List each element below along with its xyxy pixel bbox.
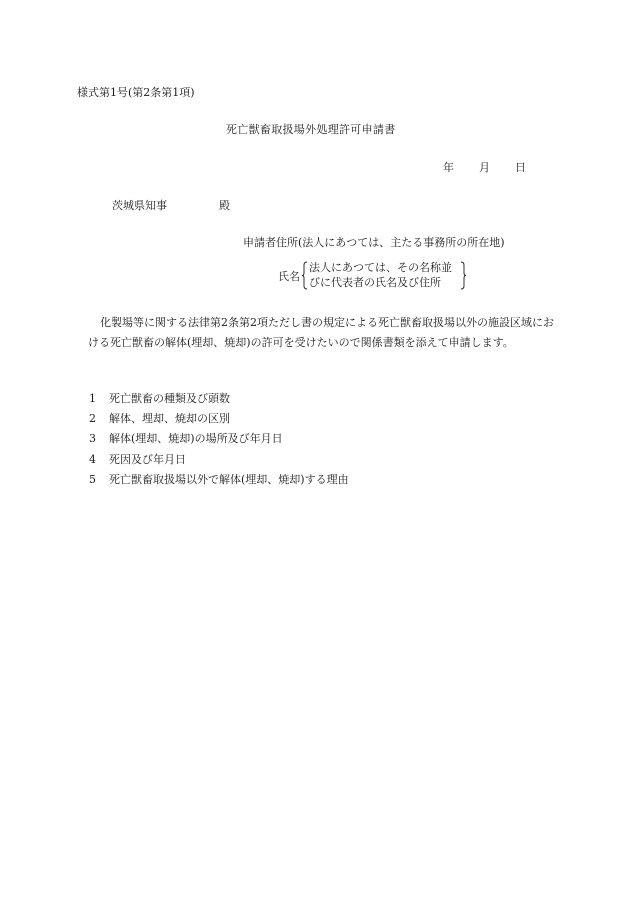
name-note-line-1: 法人にあつては、その名称並 [309,261,452,274]
list-item [89,409,349,429]
name-note-bracket [302,261,466,290]
addressee-honorific: 殿 [219,199,230,212]
date-month-label: 月 [479,161,490,174]
application-body-text: 化製場等に関する法律第2条第2項ただし書の規定による死亡獣畜取扱場以外の施設区域における死亡獣畜の解体(埋却、焼却)の許可を受けたいので関係書類を添えて申請します。 [88,316,554,349]
item-text: 死亡獣畜取扱場以外で解体(埋却、焼却)する理由 [109,472,349,486]
addressee-governor: 茨城県知事 [112,199,167,212]
item-text: 解体、埋却、焼却の区別 [109,412,230,426]
item-number: 4 [89,452,96,466]
item-number: 3 [89,432,96,446]
item-number: 5 [89,472,96,486]
item-text: 死亡獣畜の種類及び頭数 [109,392,230,405]
item-number: 2 [89,412,96,426]
list-item [89,470,349,490]
form-number: 様式第1号(第2条第1項) [77,86,195,99]
item-text: 死因及び年月日 [109,452,186,466]
date-line [443,161,526,175]
list-item [89,429,349,449]
item-list [89,389,349,490]
addressee [112,199,230,213]
list-item [89,389,349,409]
date-day-label: 日 [515,161,526,174]
date-year-label: 年 [443,161,454,174]
applicant-address-label: 申請者住所(法人にあつては、主たる事務所の所在地) [243,236,505,249]
item-text: 解体(埋却、焼却)の場所及び年月日 [109,432,283,446]
item-number: 1 [89,392,96,405]
list-item [89,450,349,470]
name-note-line-2: びに代表者の氏名及び住所 [309,276,441,289]
document-title: 死亡獣畜取扱場外処理許可申請書 [226,123,396,136]
applicant-name-label: 氏名 [278,270,300,283]
